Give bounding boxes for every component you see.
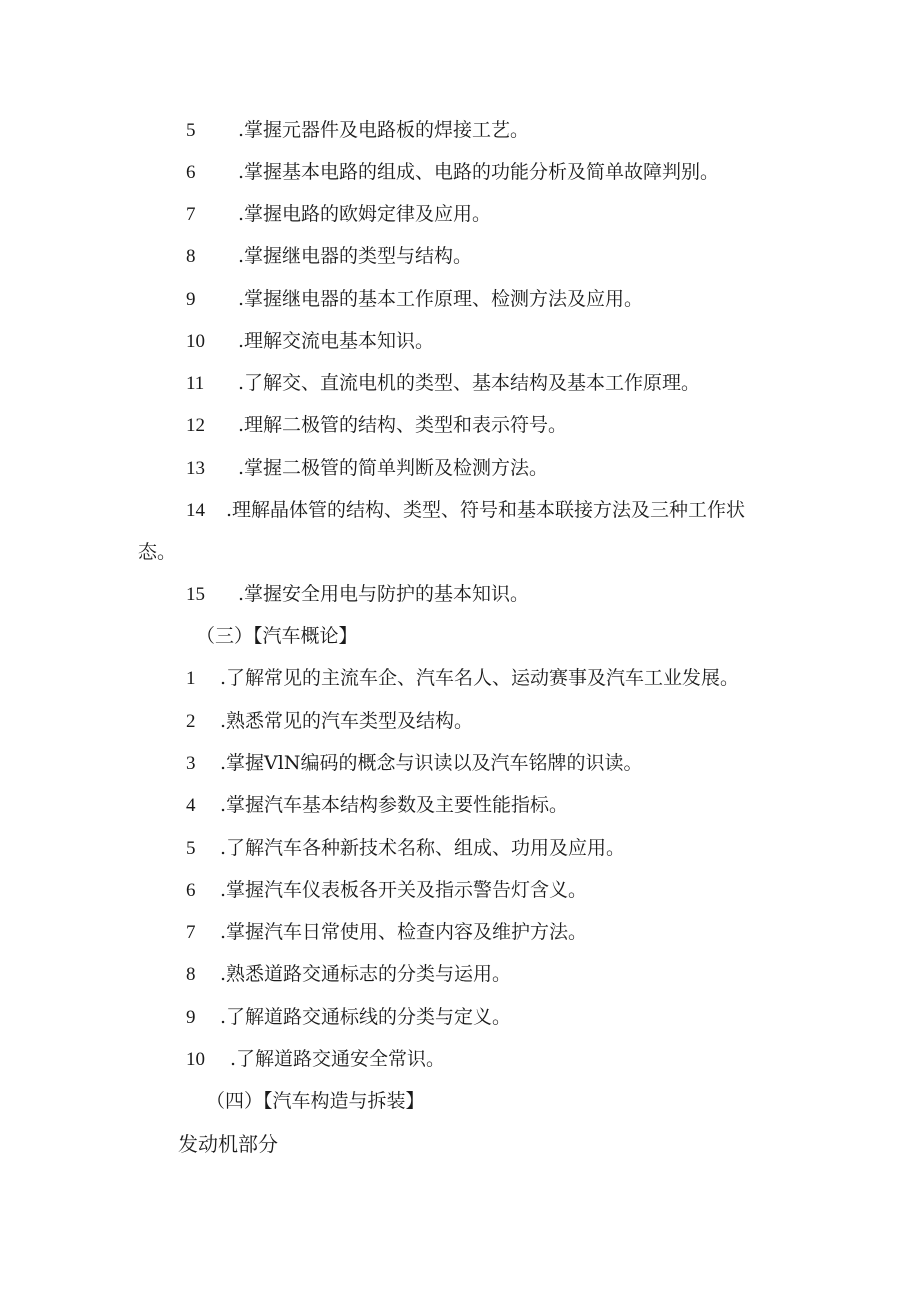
item-number: 8 (186, 246, 196, 267)
item-text: .了解常见的主流车企、汽车名人、运动赛事及汽车工业发展。 (220, 667, 740, 689)
list-item (186, 287, 643, 312)
item-number: 10 (186, 1049, 205, 1070)
item-number: 11 (186, 373, 205, 394)
item-text: .理解交流电基本知识。 (238, 330, 435, 352)
list-item (186, 202, 491, 227)
section-heading-text: （三）【汽车概论】 (196, 625, 358, 647)
list-item (186, 1047, 445, 1072)
section-heading (196, 624, 358, 648)
item-text: .掌握继电器的基本工作原理、检测方法及应用。 (238, 288, 644, 310)
item-number: 13 (186, 458, 205, 479)
item-number: 9 (186, 289, 196, 310)
section-heading-text: （四）【汽车构造与拆装】 (206, 1090, 425, 1112)
list-item (186, 118, 529, 143)
item-text: .掌握安全用电与防护的基本知识。 (238, 583, 530, 605)
item-text: .了解汽车各种新技术名称、组成、功用及应用。 (220, 837, 626, 859)
item-number: 3 (186, 753, 196, 774)
list-item (186, 413, 567, 438)
item-number: 12 (186, 415, 205, 436)
section-heading (206, 1089, 425, 1113)
item-text: .掌握汽车仪表板各开关及指示警告灯含义。 (220, 879, 588, 901)
item-text: .掌握元器件及电路板的焊接工艺。 (238, 119, 530, 141)
list-item (186, 1005, 511, 1030)
item-text-continuation: 态。 (138, 541, 177, 563)
list-item (186, 666, 739, 691)
item-number: 14 (186, 500, 205, 521)
item-number: 7 (186, 204, 196, 225)
subheading (178, 1132, 278, 1156)
item-number: 5 (186, 838, 196, 859)
item-number: 9 (186, 1007, 196, 1028)
item-text: .理解晶体管的结构、类型、符号和基本联接方法及三种工作状 (226, 499, 746, 521)
list-item (186, 498, 745, 523)
item-number: 6 (186, 880, 196, 901)
list-item (186, 709, 473, 734)
subheading-text: 发动机部分 (178, 1132, 278, 1156)
list-item (186, 244, 472, 269)
item-text: .掌握电路的欧姆定律及应用。 (238, 203, 492, 225)
list-item (186, 836, 625, 861)
item-number: 6 (186, 162, 196, 183)
list-item (186, 920, 587, 945)
item-text: .掌握VlN编码的概念与识读以及汽车铭牌的识读。 (220, 752, 643, 774)
list-item (186, 582, 529, 607)
item-text: .掌握继电器的类型与结构。 (238, 245, 473, 267)
item-number: 5 (186, 120, 196, 141)
item-number: 1 (186, 668, 196, 689)
item-number: 15 (186, 584, 205, 605)
item-text: .了解交、直流电机的类型、基本结构及基本工作原理。 (238, 372, 701, 394)
list-item-continuation (138, 540, 176, 564)
item-text: .了解道路交通安全常识。 (230, 1048, 446, 1070)
item-text: .理解二极管的结构、类型和表示符号。 (238, 414, 568, 436)
list-item (186, 878, 587, 903)
item-text: .掌握汽车日常使用、检查内容及维护方法。 (220, 921, 588, 943)
list-item (186, 329, 434, 354)
list-item (186, 793, 568, 818)
list-item (186, 160, 719, 185)
list-item (186, 371, 700, 396)
item-number: 10 (186, 331, 205, 352)
item-text: .了解道路交通标线的分类与定义。 (220, 1006, 512, 1028)
item-text: .掌握汽车基本结构参数及主要性能指标。 (220, 794, 569, 816)
item-text: .熟悉道路交通标志的分类与运用。 (220, 963, 512, 985)
item-text: .掌握二极管的简单判断及检测方法。 (238, 457, 549, 479)
list-item (186, 456, 548, 481)
list-item (186, 751, 642, 776)
item-number: 8 (186, 964, 196, 985)
item-number: 7 (186, 922, 196, 943)
item-number: 4 (186, 795, 196, 816)
list-item (186, 962, 511, 987)
item-number: 2 (186, 711, 196, 732)
item-text: .掌握基本电路的组成、电路的功能分析及简单故障判别。 (238, 161, 720, 183)
item-text: .熟悉常见的汽车类型及结构。 (220, 710, 474, 732)
